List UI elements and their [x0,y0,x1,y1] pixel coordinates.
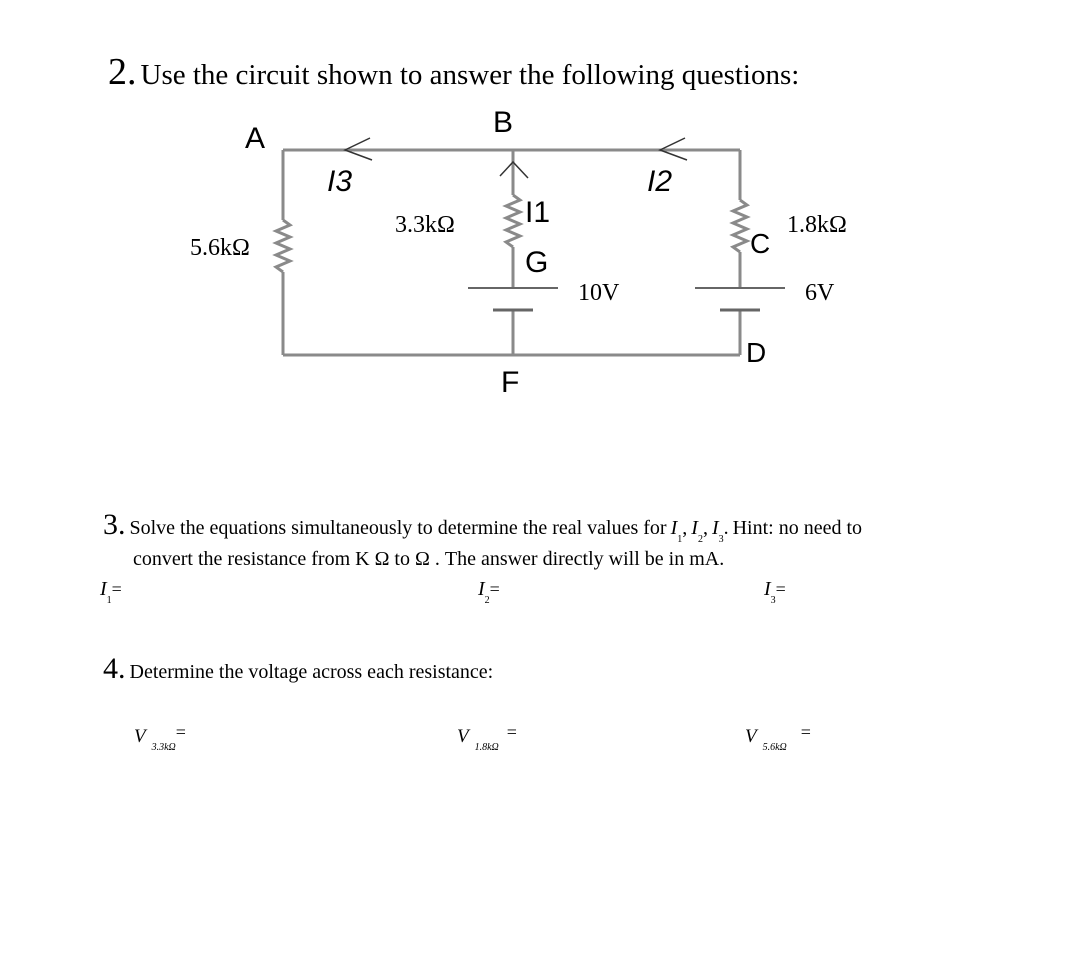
answer-i1 [100,578,122,607]
resistor-left-label: 5.6kΩ [190,235,250,261]
question-3-line-1: 3. Solve the equations simultaneously to determine the real values for $I_1$, $I_2$, $I_3$. Hint: no need to [103,508,863,546]
question-3-sub-2: 2 [697,534,703,546]
node-label-a: A [245,122,266,155]
current-label-i1: I1 [525,196,551,229]
answer-i2-sub: 2 [484,595,490,607]
question-3-sub-3: 3 [718,534,724,546]
answer-v-1-8k-var: V [457,726,469,747]
question-4-number: 4. [103,652,126,685]
question-3-sub-1: 1 [677,534,683,546]
answer-i1-var: I [100,578,107,600]
resistor-right-label: 1.8kΩ [787,212,847,238]
question-4-text: Determine the voltage across each resistance: [129,661,494,683]
answer-i1-sub: 1 [106,595,112,607]
question-4 [103,652,493,686]
battery-right-label: 6V [805,280,835,306]
answer-i3 [764,578,786,607]
answer-i2-eq: = [489,579,500,599]
answer-v-5-6k-sub: 5.6kΩ [762,742,787,753]
resistor-right [733,200,747,252]
answer-v-3-3k-sub: 3.3kΩ [151,742,176,753]
current-label-i2: I2 [647,165,673,198]
question-3-var-3: I [711,517,719,539]
answer-v-5-6k-eq: = [800,722,811,742]
answer-v-5-6k-var: V [745,726,757,747]
question-3-var-1: I [670,517,678,539]
answer-i2 [478,578,500,607]
resistor-middle [506,195,520,247]
question-3-var-2: I [691,517,698,539]
current-label-i3: I3 [327,165,353,198]
answer-v-1-8k-eq: = [506,722,517,742]
answer-v-1-8k [457,722,517,753]
answer-v-3-3k-eq: = [175,722,186,742]
node-label-c: C [750,228,771,259]
resistor-left [276,220,290,272]
question-3-number: 3. [103,508,126,541]
question-2-number: 2. [108,51,137,93]
answer-v-1-8k-sub: 1.8kΩ [474,742,499,753]
question-2-text: Use the circuit shown to answer the following questions: [140,59,800,91]
answer-v-3-3k-var: V [134,726,146,747]
node-label-d: D [746,337,767,368]
answer-i2-var: I [478,578,485,600]
question-3-prefix: Solve the equations simultaneously to determine the real values for [129,517,667,539]
resistor-middle-label: 3.3kΩ [395,212,455,238]
answer-i3-sub: 3 [770,595,776,607]
answer-i3-eq: = [775,579,786,599]
node-label-b: B [493,106,514,139]
node-label-f: F [501,366,520,399]
question-3-suffix: Hint: no need to [732,517,863,539]
answer-v-3-3k [134,722,186,753]
answer-i1-eq: = [111,579,122,599]
node-label-g: G [525,246,549,279]
question-3-line-2: convert the resistance from K Ω to Ω . The answer directly will be in mA. [133,548,725,570]
answer-v-5-6k [745,722,811,753]
answer-i3-var: I [764,578,771,600]
battery-middle-label: 10V [578,280,620,306]
